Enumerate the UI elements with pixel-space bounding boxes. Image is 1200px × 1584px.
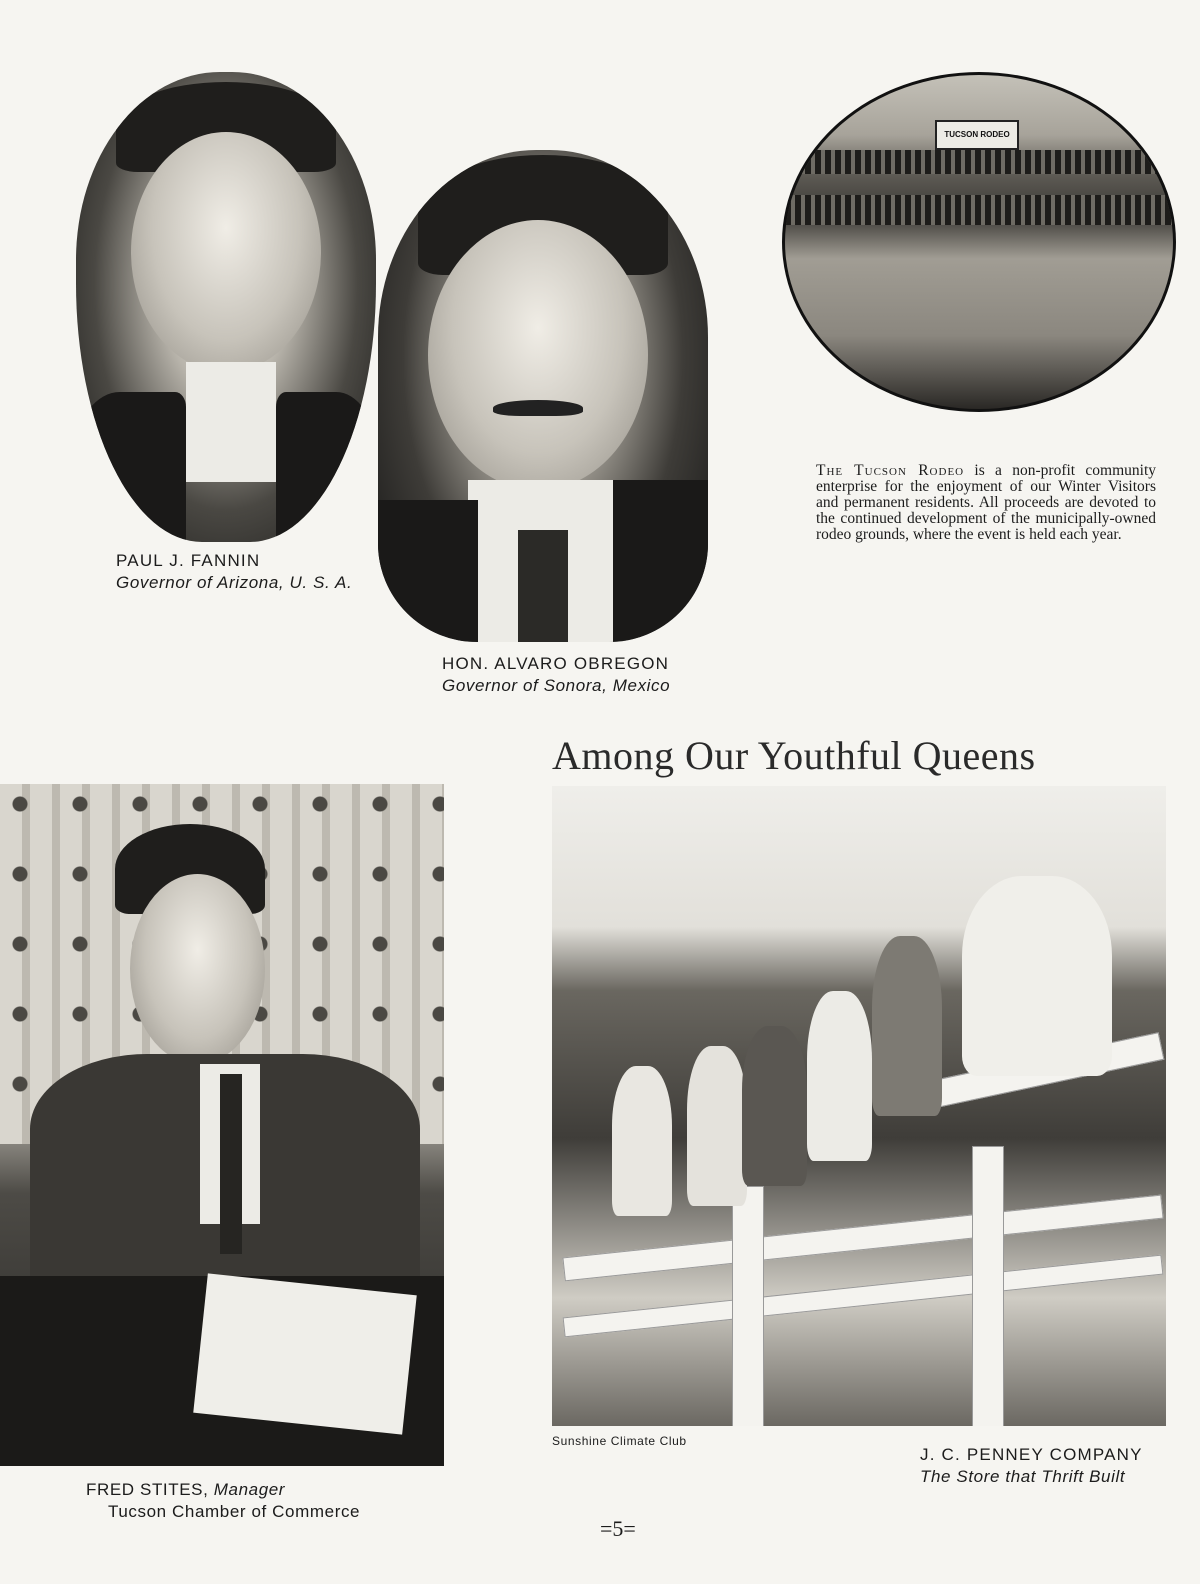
rodeo-grounds-photo [782,72,1176,412]
rodeo-grandstand [935,120,1019,150]
page-number: =5= [600,1516,636,1541]
rodeo-description [816,463,1156,543]
stites-line1 [86,1479,360,1501]
fannin-title: Governor of Arizona, U. S. A. [116,573,353,592]
rodeo-lead: The Tucson Rodeo [816,462,965,479]
fannin-name: PAUL J. FANNIN [116,551,261,570]
sponsor-name: J. C. PENNEY COMPANY [920,1445,1143,1464]
obregon-title: Governor of Sonora, Mexico [442,676,671,695]
caption-stites [86,1479,360,1523]
stites-role: Manager [213,1480,286,1499]
photo-credit: Sunshine Climate Club [552,1434,687,1448]
sponsor-tagline: The Store that Thrift Built [920,1467,1126,1486]
portrait-paul-fannin [76,72,376,542]
caption-sponsor [920,1444,1143,1488]
stites-org: Tucson Chamber of Commerce [108,1502,361,1521]
youthful-queens-photo [552,786,1166,1426]
rodeo-body: is a non-profit community enterprise for the enjoyment of our Winter Visitors and permanent residents. All proceeds are devoted to the continued development of the municipally-owned rodeo grounds, where the event is held each year. [816,462,1156,543]
portrait-fred-stites [0,784,444,1466]
obregon-name: HON. ALVARO OBREGON [442,654,670,673]
rodeo-sign: TUCSON RODEO [944,130,1010,139]
caption-obregon [442,653,670,697]
stites-name: FRED STITES, [86,1480,209,1499]
caption-fannin [116,550,352,594]
queens-heading: Among Our Youthful Queens [552,733,1036,778]
portrait-alvaro-obregon [378,150,708,642]
